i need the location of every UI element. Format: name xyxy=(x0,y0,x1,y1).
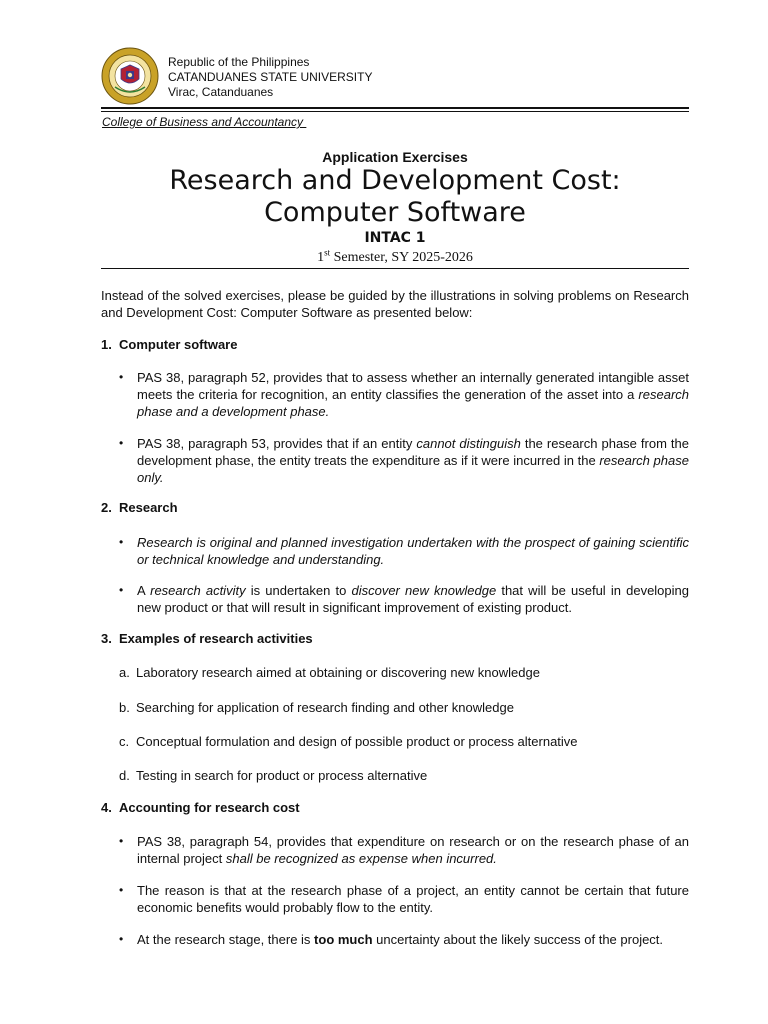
s2-bullet-2 xyxy=(119,582,689,616)
s4-b1-t2: shall be recognized as expense when incurred. xyxy=(225,851,497,866)
header-rule-thick xyxy=(101,107,689,109)
section-3-number: 3. xyxy=(101,631,112,646)
s1-bullet-2-text xyxy=(137,435,689,486)
s4-b3-t2: too much xyxy=(314,932,373,947)
s1-bullet-2 xyxy=(119,435,689,486)
s4-bullet-3-text xyxy=(137,931,689,948)
s3-item-d-label: d. xyxy=(119,768,130,783)
section-1-heading xyxy=(101,337,237,352)
bullet-icon: • xyxy=(119,834,124,848)
s2-b2-t3: is undertaken to xyxy=(245,583,352,598)
section-4-number: 4. xyxy=(101,800,112,815)
semester-text: Semester, SY 2025-2026 xyxy=(330,250,473,265)
s3-item-a-label: a. xyxy=(119,665,130,680)
document-title xyxy=(101,165,689,229)
s4-bullet-1-text xyxy=(137,833,689,867)
university-seal-icon xyxy=(101,47,159,105)
s1-bullet-1 xyxy=(119,369,689,420)
bullet-icon: • xyxy=(119,583,124,597)
s2-bullet-1 xyxy=(119,534,689,568)
section-4-title: Accounting for research cost xyxy=(119,800,300,815)
header-rule-thin xyxy=(101,111,689,112)
s1-bullet-1-text xyxy=(137,369,689,420)
s2-bullet-2-text xyxy=(137,582,689,616)
s1-b1-t1: PAS 38, paragraph 52, provides that to assess whether an internally generated intangible asset meets the criteria for recognition, an entity classifies the generation of the asset into a xyxy=(137,370,689,402)
intro-paragraph: Instead of the solved exercises, please be guided by the illustrations in solving problems on Research and Development Cost: Computer Software as presented below: xyxy=(101,288,689,320)
semester-number: 1 xyxy=(317,250,325,265)
s4-bullet-1 xyxy=(119,833,689,867)
s3-item-b-text: Searching for application of research finding and other knowledge xyxy=(136,700,514,715)
semester-line xyxy=(101,247,689,266)
s4-bullet-2 xyxy=(119,882,689,916)
institution-header xyxy=(168,55,372,100)
s3-item-a xyxy=(119,664,540,681)
university-location: Virac, Catanduanes xyxy=(168,85,274,99)
document-subtitle: Application Exercises xyxy=(322,149,468,165)
s3-item-b-label: b. xyxy=(119,700,130,715)
bullet-icon: • xyxy=(119,370,124,384)
s1-b1-t2: research phase and a development phase. xyxy=(137,387,689,419)
s3-item-c-label: c. xyxy=(119,734,130,749)
section-2-title: Research xyxy=(119,500,178,515)
university-name: CATANDUANES STATE UNIVERSITY xyxy=(168,70,373,84)
s1-b2-t4: research phase only. xyxy=(137,453,689,485)
section-3-heading xyxy=(101,631,313,646)
section-1-number: 1. xyxy=(101,337,112,352)
course-code: INTAC 1 xyxy=(364,230,426,246)
section-2-heading xyxy=(101,500,178,515)
section-1-title: Computer software xyxy=(119,337,238,352)
section-4-heading xyxy=(101,800,300,815)
semester-ordinal: st xyxy=(324,247,331,258)
s4-b1-t1: PAS 38, paragraph 54, provides that expenditure on research or on the research phase of an internal project xyxy=(137,834,689,866)
s4-b3-t3: uncertainty about the likely success of the project. xyxy=(372,932,664,947)
title-line-2: Computer Software xyxy=(264,197,526,228)
section-2-number: 2. xyxy=(101,500,112,515)
title-line-1: Research and Development Cost: xyxy=(169,165,621,196)
bullet-icon: • xyxy=(119,932,124,946)
s1-b2-t2: cannot distinguish xyxy=(416,436,521,451)
s2-b2-t4: discover new knowledge xyxy=(351,583,497,598)
college-name: College of Business and Accountancy xyxy=(102,115,307,129)
s4-bullet-3 xyxy=(119,931,689,948)
s1-b2-t1: PAS 38, paragraph 53, provides that if an entity xyxy=(137,436,417,451)
s4-b3-t1: At the research stage, there is xyxy=(137,932,315,947)
s3-item-d-text: Testing in search for product or process alternative xyxy=(136,768,428,783)
bullet-icon: • xyxy=(119,535,124,549)
s3-item-a-text: Laboratory research aimed at obtaining or discovering new knowledge xyxy=(136,665,540,680)
country-line: Republic of the Philippines xyxy=(168,55,310,69)
s3-item-c xyxy=(119,733,578,750)
s2-b2-t2: research activity xyxy=(150,583,246,598)
s2-bullet-1-text xyxy=(137,534,689,568)
s2-b1-t1: Research is original and planned investigation undertaken with the prospect of gaining scientific or technical knowledge and understanding. xyxy=(137,535,689,567)
s1-b2-t3: the research phase from the development phase, the entity treats the expenditure as if it were incurred in the xyxy=(137,436,689,468)
s2-b2-t1: A xyxy=(137,583,151,598)
bullet-icon: • xyxy=(119,436,124,450)
bullet-icon: • xyxy=(119,883,124,897)
s3-item-b xyxy=(119,699,514,716)
s4-bullet-2-text xyxy=(137,882,689,916)
s4-b2-t1: The reason is that at the research phase of a project, an entity cannot be certain that future economic benefits would probably flow to the entity. xyxy=(137,883,689,915)
title-rule xyxy=(101,268,689,269)
s3-item-c-text: Conceptual formulation and design of possible product or process alternative xyxy=(136,734,578,749)
s2-b2-t5: that will be useful in developing new product or that will result in significant improvement of existing product. xyxy=(137,583,689,615)
s3-item-d xyxy=(119,767,427,784)
section-3-title: Examples of research activities xyxy=(119,631,313,646)
